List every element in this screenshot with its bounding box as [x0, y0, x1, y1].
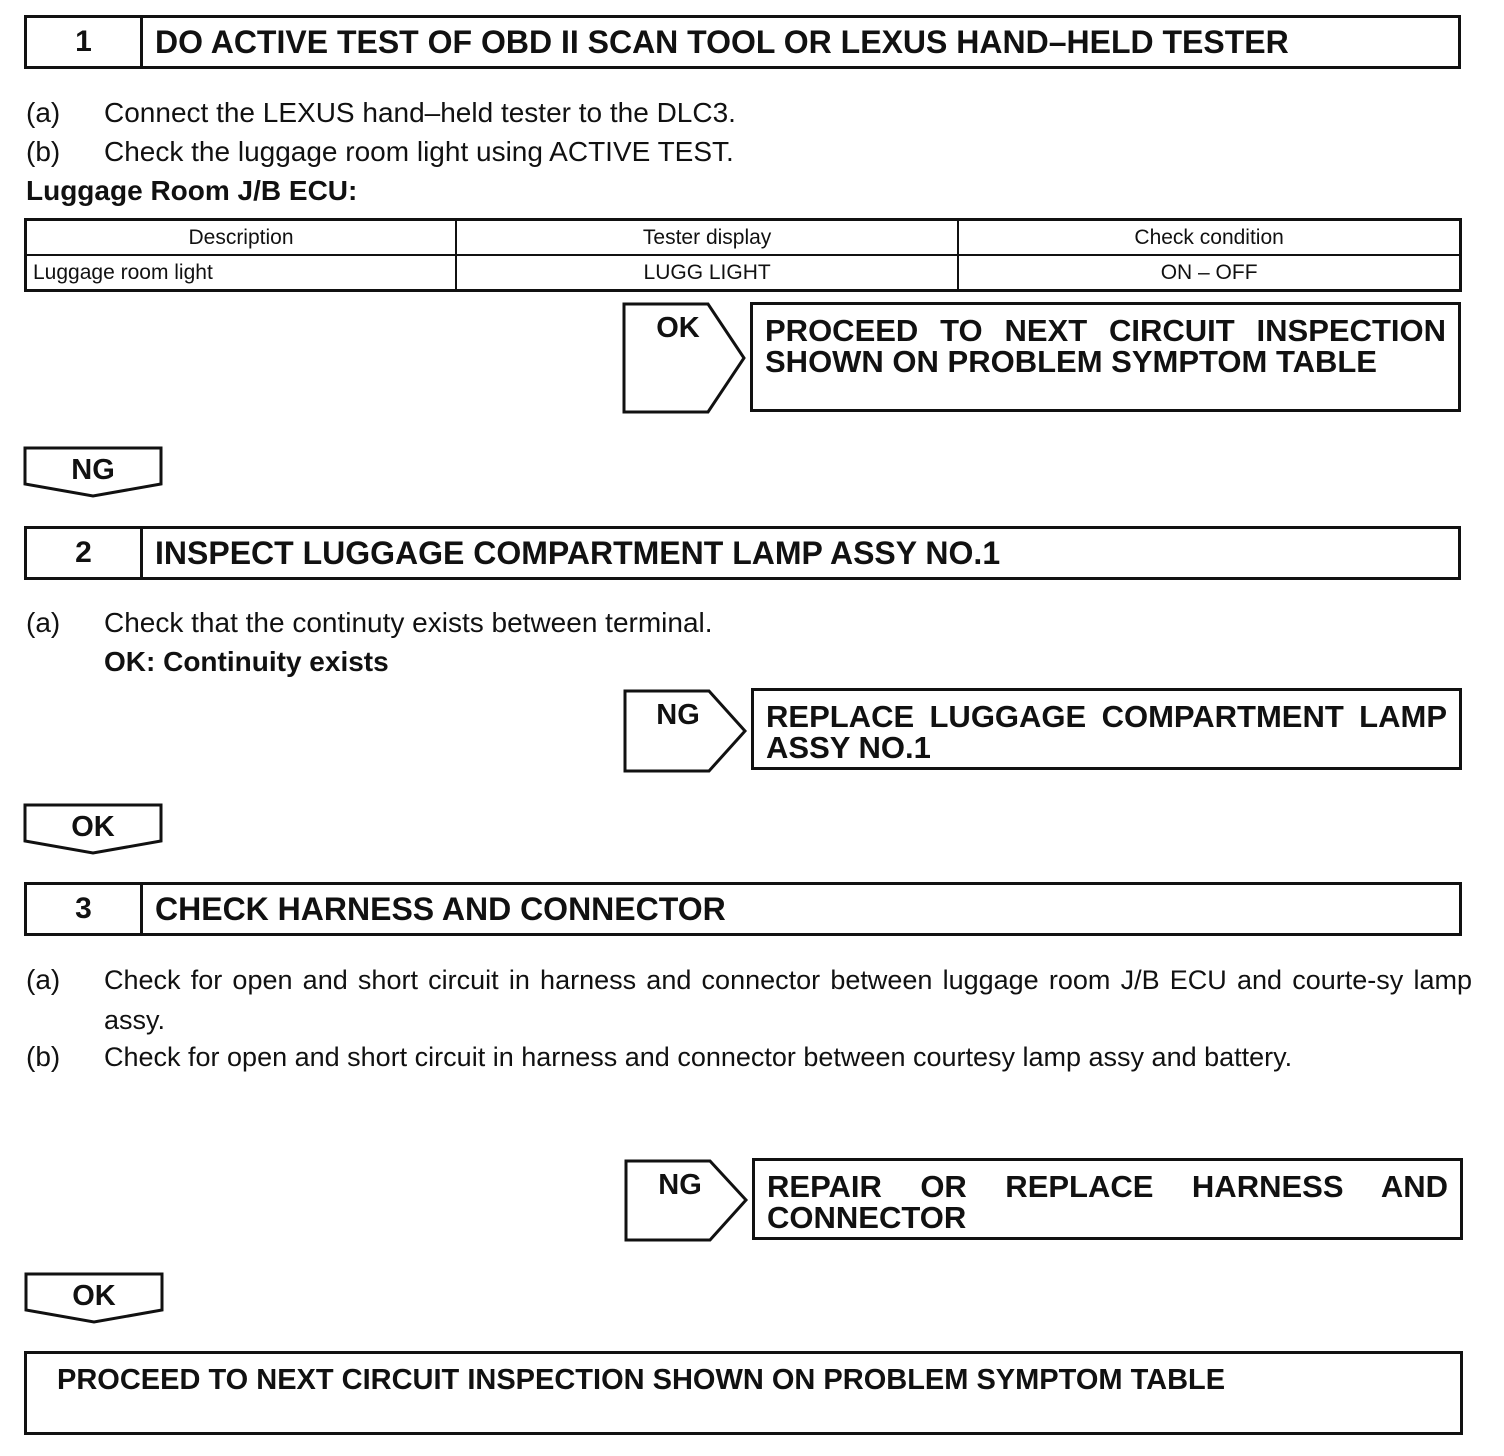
- instruction-line: [26, 96, 1476, 130]
- step-title: CHECK HARNESS AND CONNECTOR: [155, 890, 726, 927]
- table-row: [26, 255, 1461, 291]
- instruction-label: (a): [26, 607, 61, 638]
- branch-label-ng: NG: [656, 699, 700, 731]
- table-header-cell: Check condition: [958, 220, 1460, 256]
- instruction-text: Check for open and short circuit in harness and connector between courtesy lamp assy and battery.: [104, 1042, 1293, 1072]
- step-2-header: [24, 526, 1461, 580]
- branch-label-ok: OK: [72, 1280, 116, 1312]
- table-header-cell: Tester display: [456, 220, 958, 256]
- instruction-label: (b): [26, 136, 61, 167]
- step-number: 1: [27, 18, 143, 66]
- instruction-label: (b): [26, 1041, 61, 1072]
- instruction-text: Check the luggage room light using ACTIVE TEST.: [104, 136, 734, 167]
- result-box: REPAIR OR REPLACE HARNESS AND CONNECTOR: [752, 1158, 1463, 1240]
- branch-label-ng: NG: [71, 454, 115, 486]
- table-cell: LUGG LIGHT: [456, 255, 958, 291]
- instruction-label: (a): [26, 97, 61, 128]
- instruction-text: Check for open and short circuit in harness and connector between luggage room J/B ECU and courte-sy lamp assy.: [104, 965, 1472, 1035]
- table-subheading: Luggage Room J/B ECU:: [26, 175, 358, 206]
- instruction-line: [26, 963, 1472, 1039]
- step-title: DO ACTIVE TEST OF OBD II SCAN TOOL OR LEXUS HAND–HELD TESTER: [155, 23, 1289, 60]
- instruction-line: [26, 1040, 1476, 1074]
- final-result-text: PROCEED TO NEXT CIRCUIT INSPECTION SHOWN ON PROBLEM SYMPTOM TABLE: [57, 1364, 1226, 1396]
- table-header-row: [26, 220, 1461, 256]
- step-1-header: [24, 15, 1461, 69]
- step-3-header: [24, 882, 1462, 936]
- result-box: PROCEED TO NEXT CIRCUIT INSPECTION SHOWN ON PROBLEM SYMPTOM TABLE: [750, 302, 1461, 412]
- table-cell: ON – OFF: [958, 255, 1460, 291]
- final-result-box: [24, 1351, 1463, 1435]
- step-number: 2: [27, 529, 143, 577]
- branch-label-ok: OK: [656, 312, 700, 344]
- instruction-line: [26, 135, 1476, 169]
- instruction-text: Check that the continuty exists between terminal.: [104, 607, 713, 638]
- step-number: 3: [27, 885, 143, 933]
- branch-label-ok: OK: [71, 811, 115, 843]
- active-test-table: [24, 218, 1462, 292]
- branch-label-ng: NG: [658, 1169, 702, 1201]
- table-cell: Luggage room light: [26, 255, 457, 291]
- instruction-label: (a): [26, 964, 61, 995]
- spec-text: OK: Continuity exists: [104, 646, 389, 677]
- step-title: INSPECT LUGGAGE COMPARTMENT LAMP ASSY NO.1: [155, 534, 1001, 571]
- result-box: REPLACE LUGGAGE COMPARTMENT LAMP ASSY NO.1: [751, 688, 1462, 770]
- table-header-cell: Description: [26, 220, 457, 256]
- instruction-line: [26, 606, 1476, 640]
- instruction-text: Connect the LEXUS hand–held tester to the DLC3.: [104, 97, 736, 128]
